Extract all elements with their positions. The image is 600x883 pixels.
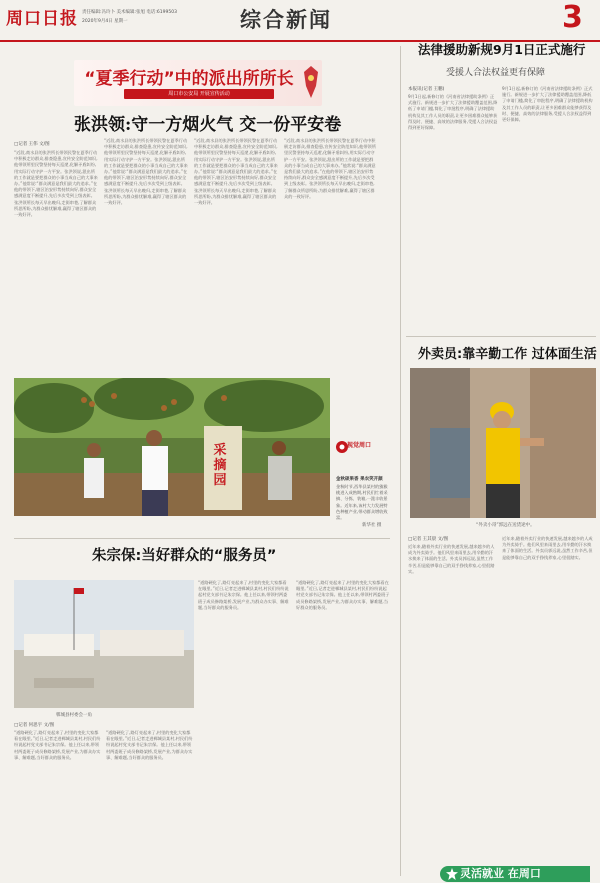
legal-body-col1: 9月1日起,新修订的《河南省法律援助条例》正式施行。新规进一步扩大了法律援助覆盖范围,降低了申请门槛,简化了审批程序,明确了法律援助机构及其工作人员的职责,让更多困难群众能够获得及时、便捷、高效的法律服务,受援人合法权益得到更好保障。 xyxy=(408,94,498,131)
orchard-caption: 金秋时节,西华县某村的猕猴桃进入成熟期,村民们忙着采摘、分拣、装箱,一派丰收景象。近年来,该村大力发展特色种植产业,带动群众增收致富。 xyxy=(336,484,388,521)
article-body-col3: “近段,商水县的张洪所长带领民警在夏季行动中积极走访群众,排查隐患,宣传安全防范知识,他带领所里民警坚持每天巡逻,化解矛盾纠纷,用实际行动守护一方平安。张洪领说,派出所的工作就是要把群众的小事当成自己的大事来办。”他常说:“群众满意是我们最大的追求。”在他的带领下,辖区治安形势持续向好,群众安全感满意度不断提升,先后多次受到上级表彰。张洪领所长每天早出晚归,走街串巷,了解群众所思所盼,为群众排忧解难,赢得了辖区群众的一致好评。 xyxy=(194,138,278,206)
banner-subtitle: 周口市公安局 开展宣传活动 xyxy=(124,89,274,99)
delivery-body-col2: 近年来,随着外卖行业的快速发展,越来越多的人成为外卖骑手。他们风里来雨里去,用辛勤的汗水换来了体面的生活。外卖员郭远说,虽然工作辛苦,但是能够靠自己的双手挣钱养家,心里很踏实。 xyxy=(502,536,593,560)
zhu-body-col1: “道路硬化了,路灯亮起来了,村里的变化大家都看在眼里。”近日,记者走进郸城县某村,村民们纷纷说起村党支部书记朱宗保。他上任以来,带领村两委班子成员修路架桥,发展产业,为群众办实事、解难题,当好群众的服务员。 xyxy=(14,730,101,760)
orchard-credit: 新华社 摄 xyxy=(362,523,382,528)
zhu-body-col4: “道路硬化了,路灯亮起来了,村里的变化大家都看在眼里。”近日,记者走进郸城县某村,村民们纷纷说起村党支部书记朱宗保。他上任以来,带领村两委班子成员修路架桥,发展产业,为群众办实事、解难题,当好群众的服务员。 xyxy=(296,580,390,610)
page-number: 3 xyxy=(562,0,583,35)
footer-banner: 灵活就业 在周口 xyxy=(440,866,590,882)
headline-zhuzongbao: 朱宗保:当好群众的“服务员” xyxy=(92,548,277,564)
village-photo xyxy=(14,580,194,708)
byline-legal-aid: 本报讯(记者 王鹏) xyxy=(408,87,445,92)
headline-legal-aid: 法律援助新规9月1日正式施行 xyxy=(418,42,586,57)
zhu-body-col3: “道路硬化了,路灯亮起来了,村里的变化大家都看在眼里。”近日,记者走进郸城县某村,村民们纷纷说起村党支部书记朱宗保。他上任以来,带领村两委班子成员修路架桥,发展产业,为群众办实事、解难题,当好群众的服务员。 xyxy=(198,580,289,610)
police-badge-icon xyxy=(304,66,318,98)
divider xyxy=(14,538,390,539)
subheadline-legal-aid: 受援人合法权益更有保障 xyxy=(446,68,546,78)
delivery-body-col1: 近年来,随着外卖行业的快速发展,越来越多的人成为外卖骑手。他们风里来雨里去,用辛勤的汗水换来了体面的生活。外卖员郭远说,虽然工作辛苦,但是能够靠自己的双手挣钱养家,心里很踏实。 xyxy=(408,544,495,574)
zhu-body-col2: “道路硬化了,路灯亮起来了,村里的变化大家都看在眼里。”近日,记者走进郸城县某村,村民们纷纷说起村党支部书记朱宗保。他上任以来,带领村两委班子成员修路架桥,发展产业,为群众办实事、解难题,当好群众的服务员。 xyxy=(106,730,193,760)
byline-delivery: □记者 王其晨 文/图 xyxy=(408,537,449,542)
star-icon xyxy=(446,868,458,880)
headline-zhanghongling: 张洪领:守一方烟火气 交一份平安卷 xyxy=(74,115,342,135)
masthead-info: 责任编辑:冯玲卜 美术编辑:张旭 电话:6199503 xyxy=(82,10,177,15)
legal-body-col2: 9月1日起,新修订的《河南省法律援助条例》正式施行。新规进一步扩大了法律援助覆盖范围,降低了申请门槛,简化了审批程序,明确了法律援助机构及其工作人员的职责,让更多困难群众能够获得及时、便捷、高效的法律服务,受援人合法权益得到更好保障。 xyxy=(502,86,593,123)
byline-zhuzongbao: □记者 何思宇 文/图 xyxy=(14,723,55,728)
article-body-col2: “近段,商水县的张洪所长带领民警在夏季行动中积极走访群众,排查隐患,宣传安全防范知识,他带领所里民警坚持每天巡逻,化解矛盾纠纷,用实际行动守护一方平安。张洪领说,派出所的工作就是要把群众的小事当成自己的大事来办。”他常说:“群众满意是我们最大的追求。”在他的带领下,辖区治安形势持续向好,群众安全感满意度不断提升,先后多次受到上级表彰。张洪领所长每天早出晚归,走街串巷,了解群众所思所盼,为群众排忧解难,赢得了辖区群众的一致好评。 xyxy=(104,138,188,206)
orchard-photo xyxy=(14,378,330,516)
campaign-banner xyxy=(74,60,322,106)
newspaper-logo: 周口日报 xyxy=(6,9,78,29)
masthead xyxy=(0,0,600,42)
orchard-caption-title: 金秋硕果香 果农笑开颜 xyxy=(336,477,383,482)
article-body-col1: “近段,商水县的张洪所长带领民警在夏季行动中积极走访群众,排查隐患,宣传安全防范知识,他带领所里民警坚持每天巡逻,化解矛盾纠纷,用实际行动守护一方平安。张洪领说,派出所的工作就是要把群众的小事当成自己的大事来办。”他常说:“群众满意是我们最大的追求。”在他的带领下,辖区治安形势持续向好,群众安全感满意度不断提升,先后多次受到上级表彰。张洪领所长每天早出晚归,走街串巷,了解群众所思所盼,为群众排忧解难,赢得了辖区群众的一致好评。 xyxy=(14,150,98,218)
delivery-photo-caption: “外卖小哥”郭远在送货途中。 xyxy=(476,523,535,528)
section-title: 综合新闻 xyxy=(240,7,332,32)
delivery-photo xyxy=(410,368,596,518)
banner-title: “夏季行动”中的派出所所长 xyxy=(84,69,294,89)
headline-delivery: 外卖员:靠辛勤工作 过体面生活 xyxy=(418,347,597,362)
column-divider xyxy=(400,46,401,876)
village-photo-caption: 郸城县村委会一角 xyxy=(56,713,92,718)
article-body-col4: “近段,商水县的张洪所长带领民警在夏季行动中积极走访群众,排查隐患,宣传安全防范知识,他带领所里民警坚持每天巡逻,化解矛盾纠纷,用实际行动守护一方平安。张洪领说,派出所的工作就是要把群众的小事当成自己的大事来办。”他常说:“群众满意是我们最大的追求。”在他的带领下,辖区治安形势持续向好,群众安全感满意度不断提升,先后多次受到上级表彰。张洪领所长每天早出晚归,走街串巷,了解群众所思所盼,为群众排忧解难,赢得了辖区群众的一致好评。 xyxy=(284,138,376,199)
divider-right xyxy=(406,336,596,337)
visual-zhoukou-label: 视觉周口 xyxy=(347,442,372,449)
byline-left: □记者 王伟 文/图 xyxy=(14,142,50,147)
orchard-sign: 采摘园 xyxy=(213,443,227,488)
masthead-date: 2020年9月4日 星期一 xyxy=(82,19,128,24)
